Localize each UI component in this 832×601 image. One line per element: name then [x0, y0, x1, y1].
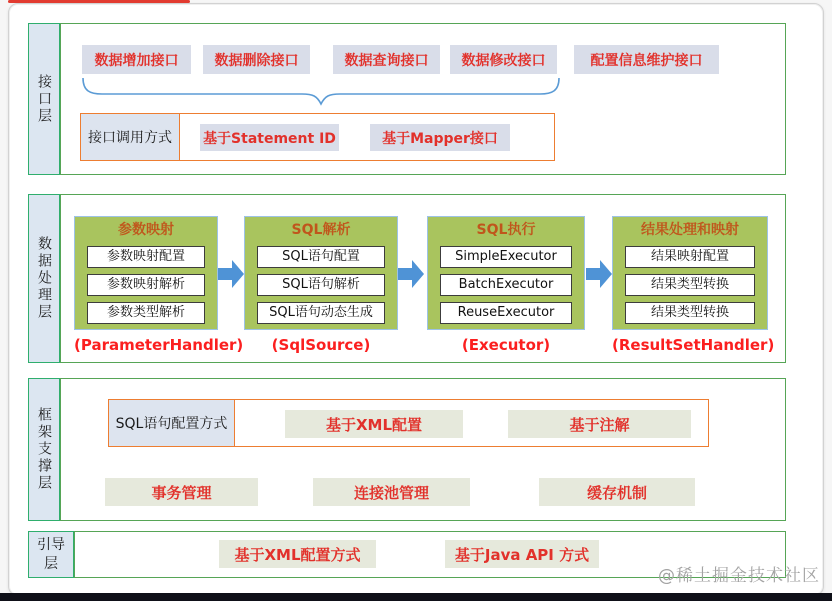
api-button-delete: 数据删除接口 — [203, 45, 310, 74]
module-item: SQL语句解析 — [257, 274, 385, 296]
module-title: 结果处理和映射 — [641, 222, 739, 238]
interface-layer-section — [60, 23, 786, 175]
data-layer-section — [60, 194, 786, 363]
call-method-statement-id: 基于Statement ID — [200, 124, 339, 151]
api-button-config-maintain: 配置信息维护接口 — [574, 45, 719, 74]
handler-executor: (Executor) — [461, 336, 551, 354]
module-item: SQL语句动态生成 — [257, 302, 385, 324]
module-sql-execute — [427, 216, 585, 330]
handler-resultsethandler: (ResultSetHandler) — [612, 336, 775, 354]
module-item: 结果映射配置 — [625, 246, 755, 268]
module-item: 参数映射配置 — [87, 246, 205, 268]
feature-cache-mechanism: 缓存机制 — [539, 478, 695, 506]
flow-arrow-icon — [398, 259, 424, 289]
module-parameter-mapping — [74, 216, 218, 330]
sql-config-box — [108, 399, 709, 447]
module-sql-parse — [244, 216, 398, 330]
flow-arrow-icon — [218, 259, 244, 289]
sql-config-annotation: 基于注解 — [508, 410, 691, 438]
handler-sqlsource: (SqlSource) — [271, 336, 371, 354]
module-item: 结果类型转换 — [625, 302, 755, 324]
feature-transaction-management: 事务管理 — [105, 478, 258, 506]
api-button-query: 数据查询接口 — [333, 45, 440, 74]
module-title: SQL解析 — [291, 222, 351, 238]
module-result-mapping — [612, 216, 768, 330]
handler-parameterhandler: (ParameterHandler) — [74, 336, 244, 354]
top-red-accent-line — [8, 0, 190, 3]
framework-layer-section — [60, 378, 786, 521]
framework-layer-label: 框架支撑层 — [28, 378, 60, 521]
curly-brace — [82, 78, 560, 106]
module-item: 参数类型解析 — [87, 302, 205, 324]
feature-connection-pool: 连接池管理 — [313, 478, 470, 506]
module-title: SQL执行 — [476, 222, 536, 238]
api-button-update: 数据修改接口 — [450, 45, 557, 74]
bootstrap-xml-config: 基于XML配置方式 — [219, 540, 376, 568]
module-item: ReuseExecutor — [440, 302, 572, 324]
interface-layer-label: 接口层 — [28, 23, 60, 175]
module-title: 参数映射 — [118, 222, 174, 238]
call-method-mapper: 基于Mapper接口 — [370, 124, 510, 151]
call-method-box — [80, 113, 555, 161]
call-method-label: 接口调用方式 — [81, 114, 180, 160]
bottom-dark-bar — [0, 593, 832, 601]
module-item: BatchExecutor — [440, 274, 572, 296]
bootstrap-java-api: 基于Java API 方式 — [445, 540, 599, 568]
module-item: SQL语句配置 — [257, 246, 385, 268]
bootstrap-layer-label: 引导层 — [28, 531, 74, 578]
module-item: 参数映射解析 — [87, 274, 205, 296]
module-item: 结果类型转换 — [625, 274, 755, 296]
api-button-insert: 数据增加接口 — [82, 45, 191, 74]
flow-arrow-icon — [586, 259, 612, 289]
module-item: SimpleExecutor — [440, 246, 572, 268]
sql-config-xml: 基于XML配置 — [285, 410, 463, 438]
data-layer-label: 数据处理层 — [28, 194, 60, 363]
sql-config-label: SQL语句配置方式 — [109, 400, 235, 446]
watermark: @稀土掘金技术社区 — [658, 566, 820, 586]
